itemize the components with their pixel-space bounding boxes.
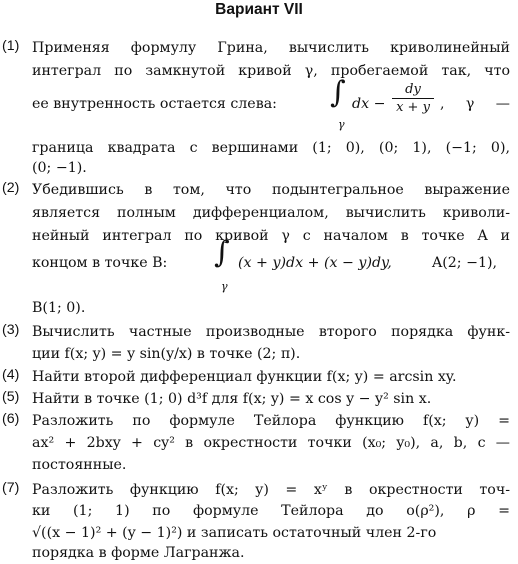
integral-point: A(2; −1), bbox=[432, 255, 498, 271]
fraction-numerator: dy bbox=[405, 82, 421, 97]
problem-line: ки (1; 1) по формуле Тейлора до o(ρ²), ρ = bbox=[32, 503, 510, 519]
problem-line: концом в точке B: bbox=[32, 255, 168, 271]
problem-line: порядка в форме Лагранжа. bbox=[32, 545, 245, 561]
problem-line: ее внутренность остается слева: bbox=[32, 96, 277, 112]
integral-sign: ∫ bbox=[330, 75, 346, 110]
problem-line: Разложить по формуле Тейлора функцию f(x; y) = bbox=[32, 413, 510, 429]
problem-number: (2) bbox=[2, 180, 20, 196]
integral-tail: , γ — bbox=[440, 96, 510, 112]
integral-expression: (x + y)dx + (x − y)dy, bbox=[238, 255, 392, 271]
problem-number: (3) bbox=[2, 322, 20, 338]
problem-number: (1) bbox=[2, 38, 20, 54]
page-title: Вариант VII bbox=[215, 1, 303, 18]
problem-line: √((x − 1)² + (y − 1)²) и записать остаточный член 2-го bbox=[32, 525, 437, 541]
problem-line: ции f(x; y) = y sin(y/x) в точке (2; π). bbox=[32, 346, 301, 362]
problem-line: граница квадрата с вершинами (1; 0), (0; 1), (−1; 0), bbox=[32, 140, 510, 156]
problem-line: ax² + 2bxy + cy² в окрестности точки (x₀; y₀), a, b, c — bbox=[32, 435, 510, 451]
problem-number: (5) bbox=[2, 389, 20, 405]
problem-line: Найти в точке (1; 0) d³f для f(x; y) = x cos y − y² sin x. bbox=[32, 391, 432, 407]
problem-line: Вычислить частные производные второго порядка функ- bbox=[32, 324, 510, 340]
problem-number: (7) bbox=[2, 480, 20, 496]
problem-line: Убедившись в том, что подынтегральное выражение bbox=[32, 182, 510, 198]
problem-line: Разложить функцию f(x; y) = xʸ в окрестности точ- bbox=[32, 482, 510, 498]
problem-line: Применяя формулу Грина, вычислить криволинейный bbox=[32, 40, 510, 56]
integral-subscript: γ bbox=[338, 118, 345, 131]
problem-number: (4) bbox=[2, 367, 20, 383]
integral-subscript: γ bbox=[221, 280, 228, 293]
problem-line: нейный интеграл по кривой γ с началом в точке A и bbox=[32, 228, 510, 244]
problem-line: постоянные. bbox=[32, 457, 127, 473]
fraction-bar bbox=[392, 98, 434, 99]
integral-sign: ∫ bbox=[214, 235, 230, 270]
problem-line: B(1; 0). bbox=[32, 300, 86, 316]
integral-differential: dx − bbox=[352, 96, 386, 112]
integral-fraction bbox=[392, 82, 434, 115]
problem-line: является полным дифференциалом, вычислить криволи- bbox=[32, 205, 510, 221]
problem-line: Найти второй дифференциал функции f(x; y) = arcsin xy. bbox=[32, 369, 457, 385]
problem-line: (0; −1). bbox=[32, 160, 87, 176]
fraction-denominator: x + y bbox=[396, 100, 430, 115]
problem-line: интеграл по замкнутой кривой γ, пробегаемой так, что bbox=[32, 63, 510, 79]
problem-number: (6) bbox=[2, 411, 20, 427]
